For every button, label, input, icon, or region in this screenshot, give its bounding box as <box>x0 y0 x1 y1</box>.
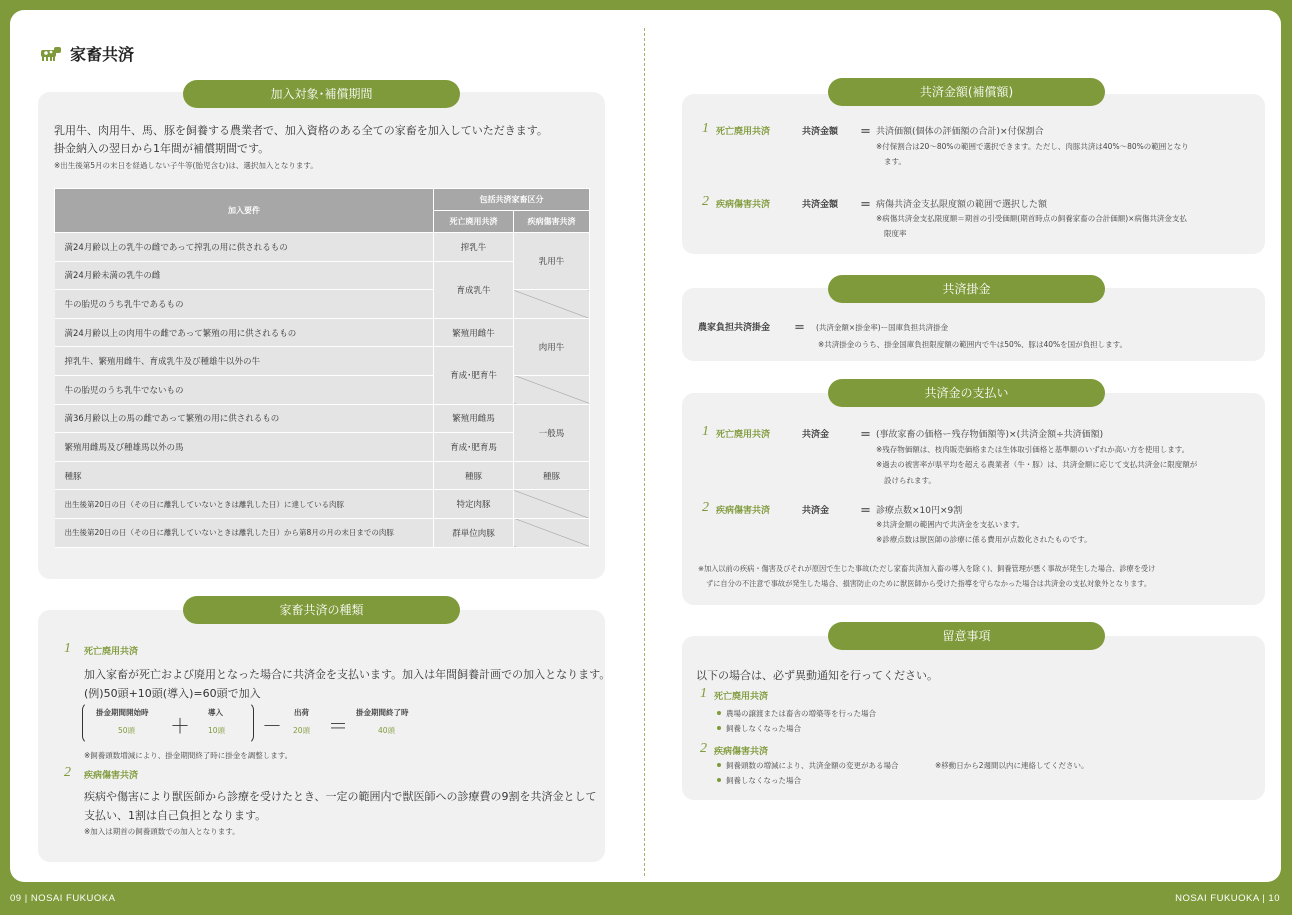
table-row: 搾乳牛、繁殖用雌牛、育成乳牛及び種雄牛以外の牛 <box>55 347 434 376</box>
table-cell-sick: 乳用牛 <box>514 233 590 290</box>
table-row: 満24月齢以上の肉用牛の雌であって繁殖の用に供されるもの <box>55 318 434 347</box>
table-cell-sick: 肉用牛 <box>514 318 590 375</box>
notice-heading: 留意事項 <box>828 622 1105 650</box>
premium-key: 農家負担共済掛金 <box>698 323 771 333</box>
amount-panel <box>682 94 1265 254</box>
premium-value: (共済金額×掛金率)ー国庫負担共済掛金 <box>816 323 949 332</box>
page-divider <box>644 28 645 876</box>
formula-end-label: 掛金期間終了時 <box>356 708 409 717</box>
table-row: 出生後第20日の日（その日に離乳していないときは離乳した日）に達している肉豚 <box>55 490 434 519</box>
notice-item-2a: 飼養頭数の増減により、共済金額の変更がある場合 <box>726 761 899 770</box>
premium-eq: ＝ <box>794 321 805 334</box>
table-cell-death: 繁殖用雌牛 <box>434 318 514 347</box>
notice-item-2a-note: ※移動日から2週間以内に連絡してください。 <box>935 761 1089 770</box>
types-desc-2b: 支払い、1割は自己負担となります。 <box>84 809 267 822</box>
table-cell-death: 育成乳牛 <box>434 261 514 318</box>
amount-note-1b: ます。 <box>884 157 906 166</box>
table-cell-death: 群単位肉豚 <box>434 518 514 547</box>
amount-value-1: 共済価額(個体の評価額の合計)×付保割合 <box>876 127 1044 137</box>
formula-start-value: 50頭 <box>118 726 136 735</box>
notice-title-2: 疾病傷害共済 <box>714 747 769 757</box>
formula-ship-value: 20頭 <box>293 726 311 735</box>
payment-foot-2: ずに自分の不注意で事故が発生した場合、損害防止のために獣医師から受けた指導を守らなかった場合は共済金の支払対象外となります。 <box>706 579 1152 588</box>
premium-note: ※共済掛金のうち、掛金国庫負担限度額の範囲内で牛は50%、豚は40%を国が負担します。 <box>818 340 1128 349</box>
premium-heading: 共済掛金 <box>828 275 1105 303</box>
bullet-icon <box>717 711 721 715</box>
types-desc-1: 加入家畜が死亡および廃用となった場合に共済金を支払います。加入は年間飼養計画での加入となります。 <box>84 668 611 681</box>
amount-note-2b: 限度率 <box>884 229 907 238</box>
eligibility-line1: 乳用牛、肉用牛、馬、豚を飼養する農業者で、加入資格のある全ての家畜を加入していただきます。 <box>54 124 548 137</box>
brochure-spread <box>10 10 1281 882</box>
table-row: 出生後第20日の日（その日に離乳していないときは離乳した日）から第8月の月の末日までの肉豚 <box>55 518 434 547</box>
formula-intro-label: 導入 <box>208 708 223 717</box>
notice-title-1: 死亡廃用共済 <box>714 692 769 702</box>
eligibility-heading: 加入対象･補償期間 <box>183 80 460 108</box>
payment-key-1: 共済金 <box>802 430 830 440</box>
table-cell-death: 搾乳牛 <box>434 233 514 262</box>
types-number-1: 1 <box>64 641 71 656</box>
eligibility-note: ※出生後第5月の末日を経過しない子牛等(胎児含む)は、選択加入となります。 <box>54 161 318 170</box>
formula-start-label: 掛金期間開始時 <box>96 708 149 717</box>
table-cell-death: 特定肉豚 <box>434 490 514 519</box>
amount-number-2: 2 <box>702 194 709 209</box>
footer-right: NOSAI FUKUOKA | 10 <box>1175 893 1280 904</box>
table-cell-sick: 一般馬 <box>514 404 590 461</box>
payment-title-1: 死亡廃用共済 <box>716 430 771 440</box>
footer-left: 09 | NOSAI FUKUOKA <box>10 893 116 904</box>
payment-note-1c: 設けられます。 <box>884 476 936 485</box>
table-cell-empty <box>514 518 590 547</box>
payment-eq-1: ＝ <box>860 428 871 441</box>
table-header-requirement: 加入要件 <box>55 189 434 233</box>
table-cell-sick: 種豚 <box>514 461 590 490</box>
amount-eq-1: ＝ <box>860 125 871 138</box>
types-example: (例)50頭+10頭(導入)=60頭で加入 <box>84 687 261 700</box>
table-row: 牛の胎児のうち乳牛でないもの <box>55 375 434 404</box>
payment-value-2: 診療点数×10円×9割 <box>876 506 963 516</box>
amount-key-2: 共済金額 <box>802 200 839 210</box>
formula-intro-value: 10頭 <box>208 726 226 735</box>
amount-heading: 共済金額(補償額) <box>828 78 1105 106</box>
formula-plus: ＋ <box>170 714 190 738</box>
payment-note-2a: ※共済金額の範囲内で共済金を支払います。 <box>876 520 1025 529</box>
table-row: 種豚 <box>55 461 434 490</box>
amount-eq-2: ＝ <box>860 198 871 211</box>
notice-item-2b: 飼養しなくなった場合 <box>726 776 801 785</box>
formula-equals: ＝ <box>328 714 348 738</box>
types-note-2: ※加入は期首の飼養頭数での加入となります。 <box>84 827 240 836</box>
page-title-text: 家畜共済 <box>70 45 135 64</box>
page-title <box>38 42 134 65</box>
amount-key-1: 共済金額 <box>802 127 839 137</box>
notice-number-2: 2 <box>700 741 707 756</box>
amount-note-1a: ※付保割合は20～80%の範囲で選択できます。ただし、肉豚共済は40%～80%の範囲となり <box>876 142 1189 151</box>
types-desc-2a: 疾病や傷害により獣医師から診療を受けたとき、一定の範囲内で獣医師への診療費の9割を共済金として <box>84 790 597 803</box>
payment-note-1b: ※過去の被害率が県平均を超える農業者（牛・豚）は、共済金額に応じて支払共済金に限度額が <box>876 460 1198 469</box>
notice-item-1b: 飼養しなくなった場合 <box>726 724 801 733</box>
formula-ship-label: 出荷 <box>294 708 309 717</box>
payment-number-1: 1 <box>702 424 709 439</box>
eligibility-table <box>54 188 590 548</box>
payment-key-2: 共済金 <box>802 506 830 516</box>
amount-title-1: 死亡廃用共済 <box>716 127 771 137</box>
table-header-sick: 疾病傷害共済 <box>514 211 590 233</box>
formula-end-value: 40頭 <box>378 726 396 735</box>
payment-title-2: 疾病傷害共済 <box>716 506 771 516</box>
table-cell-death: 育成･肥育馬 <box>434 433 514 462</box>
payment-note-1a: ※残存物価額は、枝肉販売価格または生体取引価格と基準額のいずれか高い方を使用します。 <box>876 445 1190 454</box>
payment-note-2b: ※診療点数は獣医師の診療に係る費用が点数化されたものです。 <box>876 535 1092 544</box>
bullet-icon <box>717 726 721 730</box>
bullet-icon <box>717 778 721 782</box>
table-row: 牛の胎児のうち乳牛であるもの <box>55 290 434 319</box>
table-cell-death: 育成･肥育牛 <box>434 347 514 404</box>
types-title-1: 死亡廃用共済 <box>84 647 139 657</box>
eligibility-line2: 掛金納入の翌日から1年間が補償期間です。 <box>54 142 270 155</box>
amount-note-2a: ※病傷共済金支払限度額＝期首の引受価額(期首時点の飼養家畜の合計価額)×病傷共済金支払 <box>876 214 1187 223</box>
payment-number-2: 2 <box>702 500 709 515</box>
table-header-group: 包括共済家畜区分 <box>434 189 590 211</box>
types-note-1: ※飼養頭数増減により、掛金期間終了時に掛金を調整します。 <box>84 751 293 760</box>
table-cell-empty <box>514 290 590 319</box>
table-row: 繁殖用雌馬及び種雄馬以外の馬 <box>55 433 434 462</box>
formula-minus: － <box>262 714 282 738</box>
table-row: 満24月齢以上の乳牛の雌であって搾乳の用に供されるもの <box>55 233 434 262</box>
table-cell-empty <box>514 490 590 519</box>
payment-foot-1: ※加入以前の疾病・傷害及びそれが原因で生じた事故(ただし家畜共済加入畜の導入を除く)、飼養管理が悪く事故が発生した場合、診療を受け <box>698 564 1156 573</box>
payment-eq-2: ＝ <box>860 504 871 517</box>
table-row: 満36月齢以上の馬の雌であって繁殖の用に供されるもの <box>55 404 434 433</box>
payment-value-1: (事故家畜の価格ー残存物価額等)×(共済金額÷共済価額) <box>876 430 1104 440</box>
notice-intro: 以下の場合は、必ず異動通知を行ってください。 <box>696 669 938 682</box>
amount-value-2: 病傷共済金支払限度額の範囲で選択した額 <box>876 200 1048 210</box>
amount-title-2: 疾病傷害共済 <box>716 200 771 210</box>
table-header-death: 死亡廃用共済 <box>434 211 514 233</box>
bullet-icon <box>717 763 721 767</box>
table-cell-empty <box>514 375 590 404</box>
types-heading: 家畜共済の種類 <box>183 596 460 624</box>
notice-number-1: 1 <box>700 686 707 701</box>
table-cell-death: 繁殖用雌馬 <box>434 404 514 433</box>
types-number-2: 2 <box>64 765 71 780</box>
notice-item-1a: 農場の譲渡または畜舎の増築等を行った場合 <box>726 709 876 718</box>
cow-icon <box>38 45 64 63</box>
table-cell-death: 種豚 <box>434 461 514 490</box>
payment-heading: 共済金の支払い <box>828 379 1105 407</box>
types-title-2: 疾病傷害共済 <box>84 771 139 781</box>
amount-number-1: 1 <box>702 121 709 136</box>
table-row: 満24月齢未満の乳牛の雌 <box>55 261 434 290</box>
